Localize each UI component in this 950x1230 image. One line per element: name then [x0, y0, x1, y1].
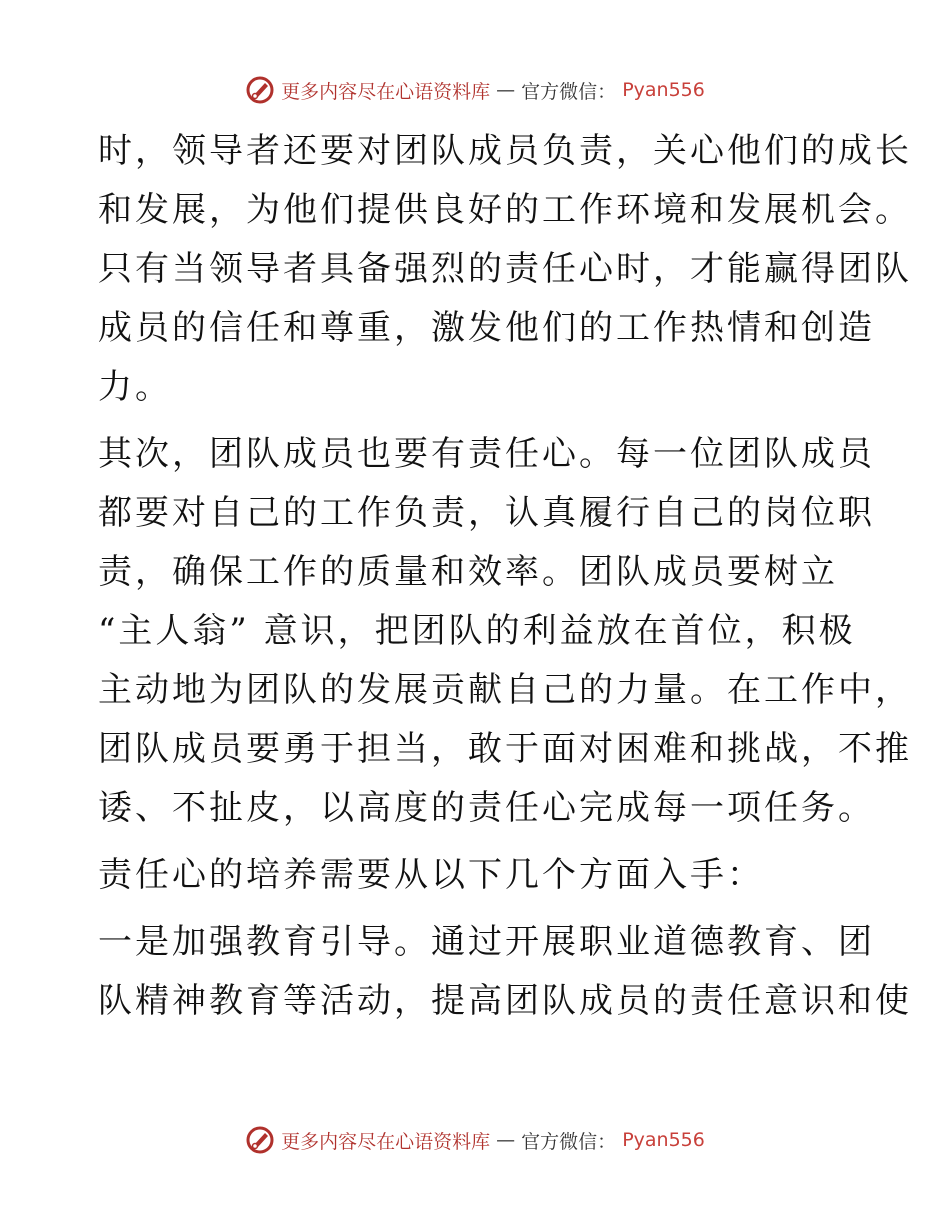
text-line: “主人翁” 意识，把团队的利益放在首位，积极 — [98, 611, 856, 651]
paragraph-2 — [98, 425, 912, 838]
text-line: 队精神教育等活动，提高团队成员的责任意识和使 — [98, 981, 912, 1021]
footer-wechat-id: Pyan556 — [622, 1129, 705, 1151]
text-line: 和发展，为他们提供良好的工作环境和发展机会。 — [98, 190, 912, 230]
header-separator: — — [496, 79, 516, 101]
text-line: 成员的信任和尊重，激发他们的工作热情和创造 — [98, 308, 875, 348]
header-slogan: 更多内容尽在心语资料库 — [281, 80, 491, 103]
footer-wechat-label: 官方微信： — [521, 1130, 617, 1153]
footer-watermark — [0, 1120, 950, 1160]
text-line: 责任心的培养需要从以下几个方面入手： — [98, 855, 764, 895]
text-line: 只有当领导者具备强烈的责任心时，才能赢得团队 — [98, 249, 912, 289]
text-line: 一是加强教育引导。通过开展职业道德教育、团 — [98, 922, 875, 962]
text-line: 时，领导者还要对团队成员负责，关心他们的成长 — [98, 131, 912, 171]
header-watermark — [0, 70, 950, 110]
footer-slogan: 更多内容尽在心语资料库 — [281, 1130, 491, 1153]
text-line: 力。 — [98, 367, 172, 407]
text-line: 都要对自己的工作负责，认真履行自己的岗位职 — [98, 493, 875, 533]
document-body — [98, 122, 912, 1031]
paragraph-4 — [98, 913, 912, 1031]
paragraph-1 — [98, 122, 912, 417]
text-line: 主动地为团队的发展贡献自己的力量。在工作中， — [98, 670, 912, 710]
text-line: 责，确保工作的质量和效率。团队成员要树立 — [98, 552, 838, 592]
brand-logo-icon — [245, 1125, 275, 1155]
header-wechat-id: Pyan556 — [622, 79, 705, 101]
brand-logo-icon — [245, 75, 275, 105]
text-line: 其次，团队成员也要有责任心。每一位团队成员 — [98, 434, 875, 474]
footer-separator: — — [496, 1129, 516, 1151]
header-wechat-label: 官方微信： — [521, 80, 617, 103]
text-line: 诿、不扯皮，以高度的责任心完成每一项任务。 — [98, 788, 875, 828]
paragraph-3 — [98, 846, 858, 905]
text-line: 团队成员要勇于担当，敢于面对困难和挑战，不推 — [98, 729, 912, 769]
